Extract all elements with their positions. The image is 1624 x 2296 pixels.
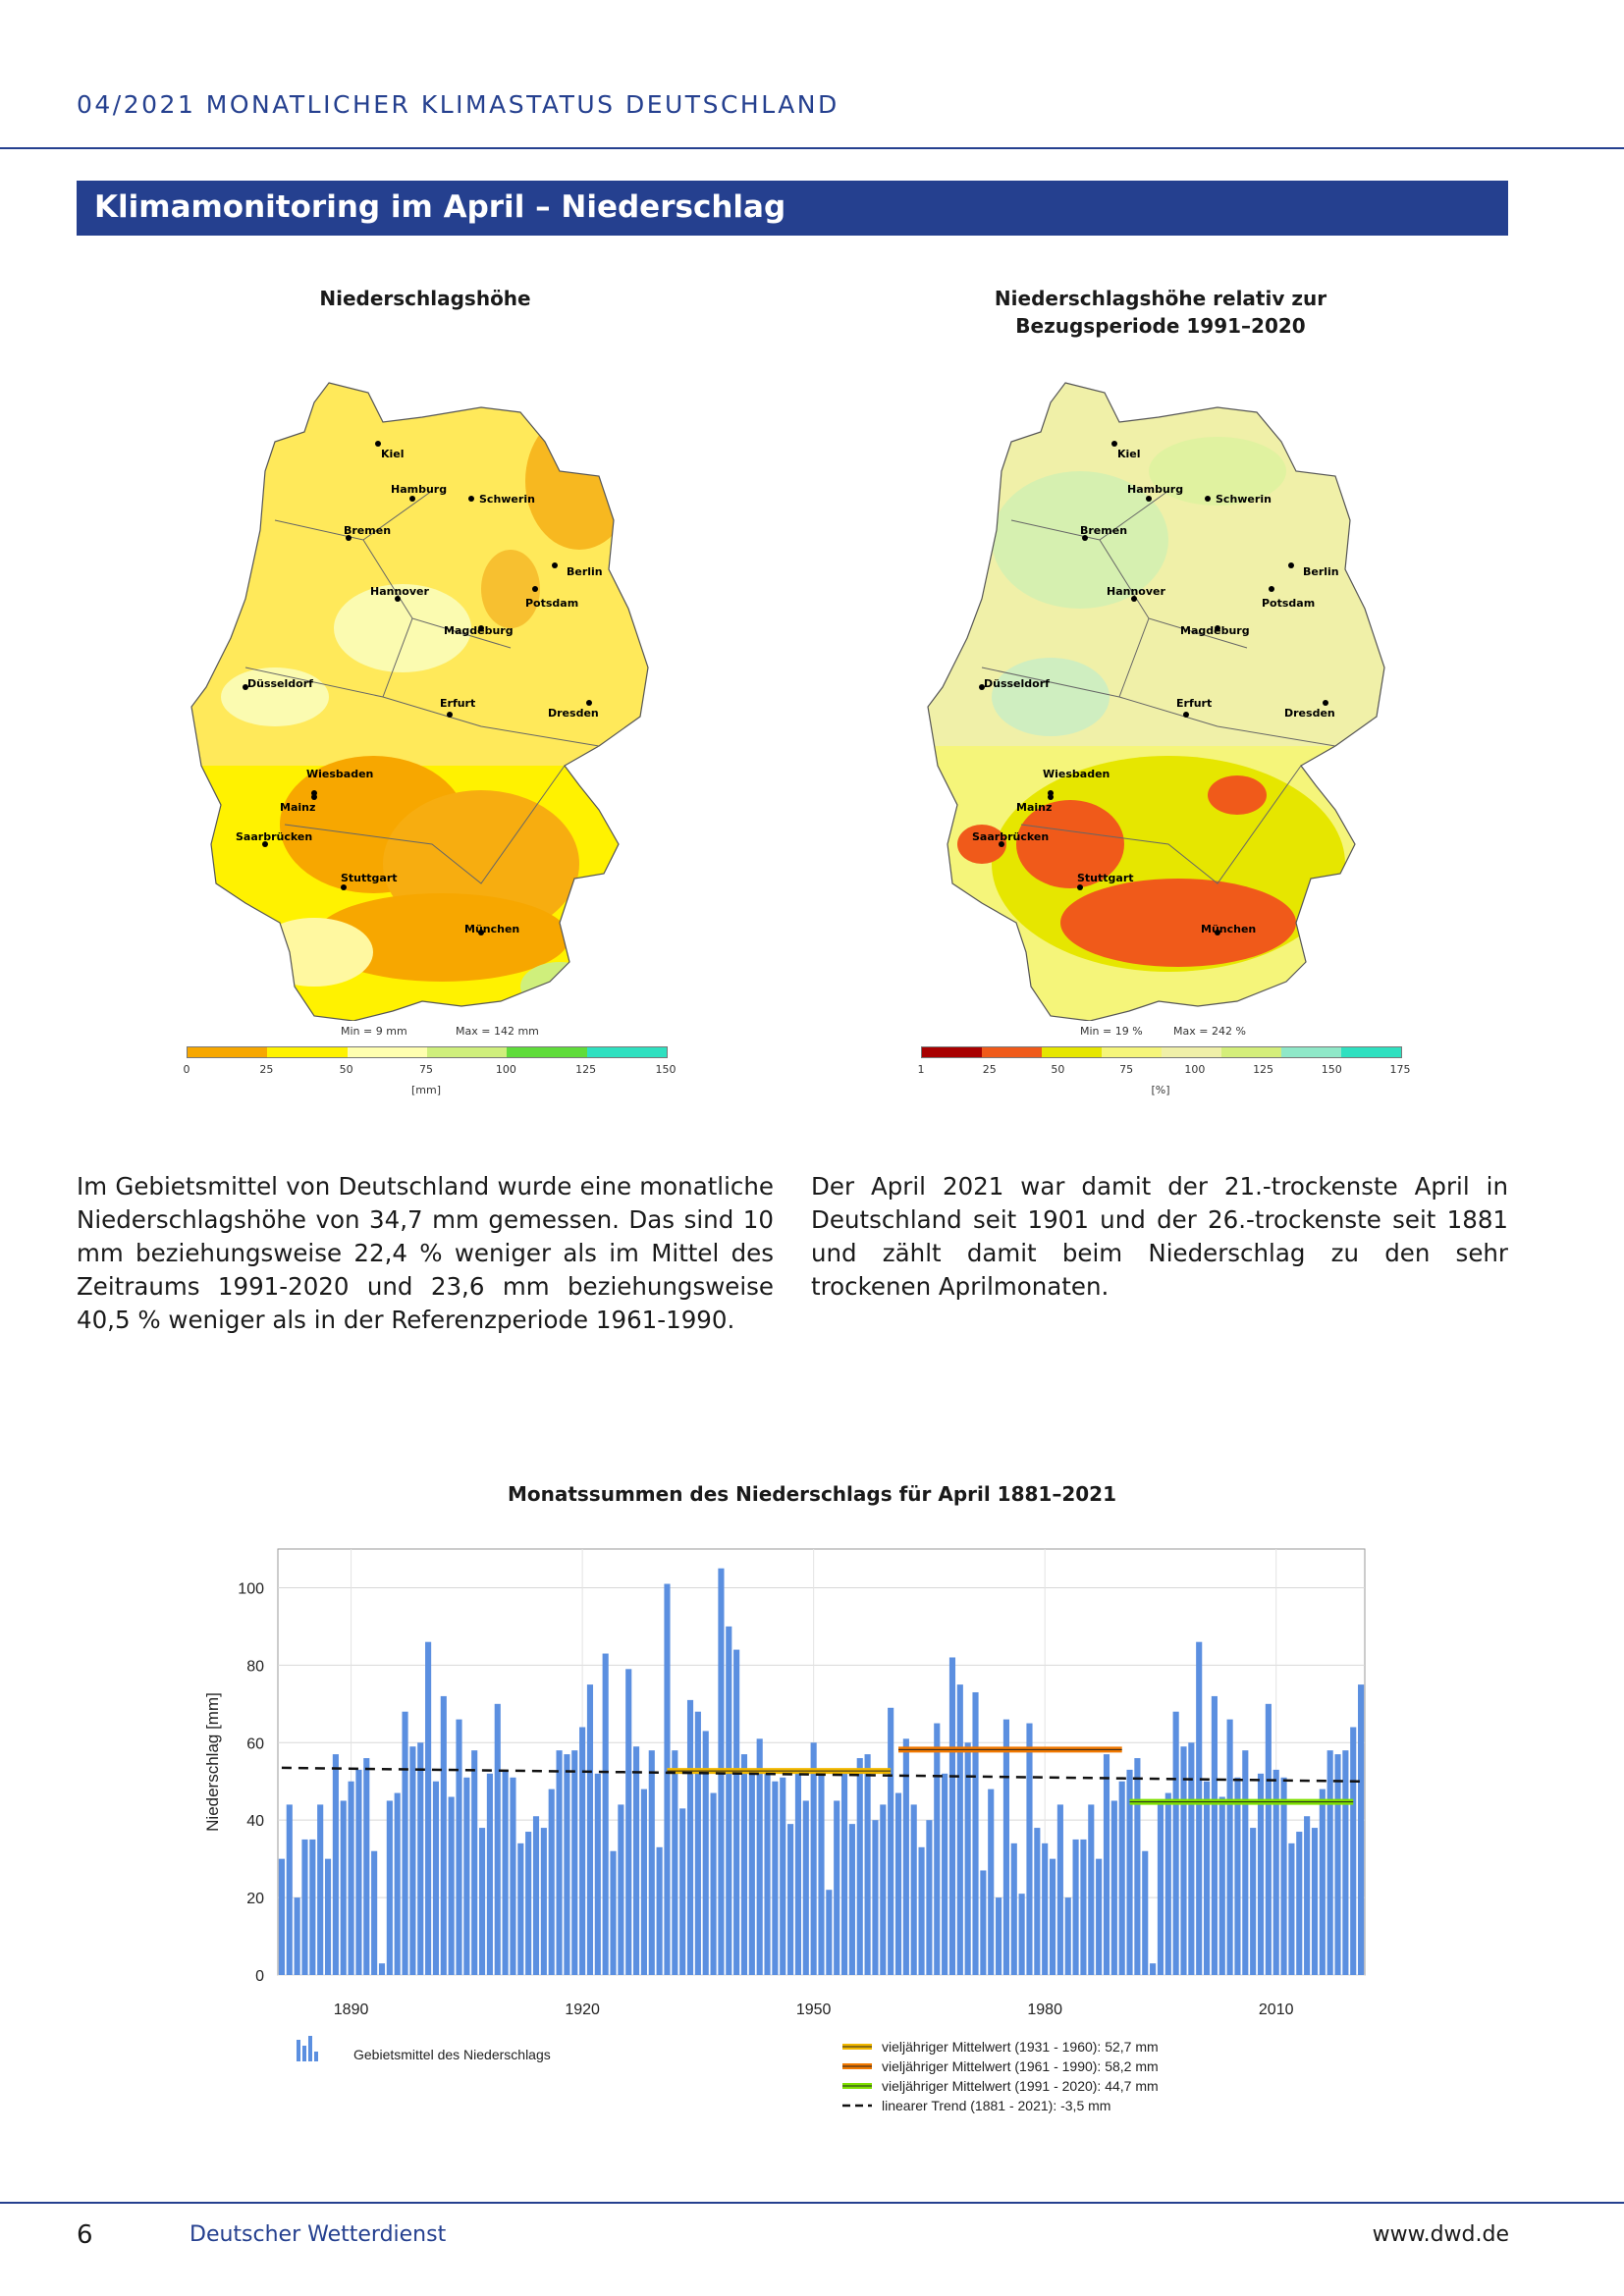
legend-tick-label: 50 xyxy=(1051,1063,1065,1076)
legend-entry-label: vieljähriger Mittelwert (1961 - 1990): 58,2 mm xyxy=(882,2058,1159,2074)
city-label: Wiesbaden xyxy=(306,768,374,780)
data-bar xyxy=(610,1851,616,1975)
city-label: Hamburg xyxy=(1127,483,1184,496)
city-label: Erfurt xyxy=(1176,697,1213,710)
legend-entry-label: vieljähriger Mittelwert (1931 - 1960): 52,7 mm xyxy=(882,2039,1159,2055)
body-paragraph-left: Im Gebietsmittel von Deutschland wurde eine monatliche Niederschlagshöhe von 34,7 mm gemessen. Das sind 10 mm beziehungsweise 22,4 % weniger als im Mittel des Zeitraums 1991-2020 und 23,6 mm beziehungsweise 40,5 % weniger als in der Referenzperiode 1961-1990. xyxy=(77,1172,774,1334)
left-map-title: Niederschlagshöhe xyxy=(319,287,531,310)
legend-tick-label: 25 xyxy=(982,1063,997,1076)
report-header-title: 04/2021 MONATLICHER KLIMASTATUS DEUTSCHLAND xyxy=(77,90,839,119)
data-bar xyxy=(579,1727,585,1975)
section-title: Klimamonitoring im April – Niederschlag xyxy=(94,189,786,225)
legend-tick-label: 100 xyxy=(495,1063,516,1076)
data-bar xyxy=(780,1778,785,1975)
legend-tick-label: 150 xyxy=(655,1063,677,1076)
x-tick-label: 1950 xyxy=(795,2002,832,2018)
data-bar xyxy=(618,1804,623,1975)
data-bar xyxy=(1019,1894,1025,1975)
legend-tick-label: 150 xyxy=(1321,1063,1342,1076)
data-bar xyxy=(664,1584,670,1975)
data-bar xyxy=(571,1750,577,1975)
data-bar xyxy=(409,1746,415,1975)
right-map-title-line1: Niederschlagshöhe relativ zur xyxy=(994,287,1327,310)
right-map-min: Min = 19 % xyxy=(1080,1025,1143,1038)
city-label: Dresden xyxy=(548,707,599,720)
legend-tick-label: 125 xyxy=(575,1063,597,1076)
data-bar xyxy=(980,1870,986,1975)
data-bar xyxy=(1050,1859,1056,1975)
data-bar xyxy=(1266,1704,1272,1975)
legend-bar-icon xyxy=(302,2046,306,2061)
data-bar xyxy=(301,1840,307,1975)
city-label: Saarbrücken xyxy=(236,830,313,843)
city-label: Schwerin xyxy=(479,493,535,506)
legend-tick-label: 175 xyxy=(1389,1063,1411,1076)
data-bar xyxy=(949,1657,955,1975)
data-bar xyxy=(441,1696,447,1975)
legend-entry-label: Gebietsmittel des Niederschlags xyxy=(353,2047,551,2062)
left-map-min: Min = 9 mm xyxy=(341,1025,407,1038)
data-bar xyxy=(1119,1782,1125,1975)
data-bar xyxy=(834,1800,839,1975)
footer-divider xyxy=(0,2202,1624,2204)
data-bar xyxy=(525,1832,531,1975)
data-bar xyxy=(1080,1840,1086,1975)
city-label: Hannover xyxy=(1107,585,1165,598)
data-bar xyxy=(1096,1859,1102,1975)
city-label: München xyxy=(464,923,520,935)
x-tick-label: 1920 xyxy=(565,2002,600,2018)
data-bar xyxy=(1312,1828,1318,1975)
city-label: Berlin xyxy=(567,565,603,578)
data-bar xyxy=(1281,1778,1287,1975)
city-label: Dresden xyxy=(1284,707,1335,720)
footer-website: www.dwd.de xyxy=(1372,2222,1509,2247)
data-bar xyxy=(957,1684,963,1975)
legend-bar-icon xyxy=(308,2036,312,2061)
data-bar xyxy=(1165,1793,1171,1975)
data-bar xyxy=(703,1731,709,1975)
data-bar xyxy=(510,1778,515,1975)
data-bar xyxy=(425,1642,431,1975)
legend-tick-label: 0 xyxy=(183,1063,190,1076)
data-bar xyxy=(1034,1828,1040,1975)
legend-tick-label: 100 xyxy=(1184,1063,1206,1076)
data-bar xyxy=(764,1774,770,1975)
data-bar xyxy=(1180,1746,1186,1975)
city-label: Saarbrücken xyxy=(972,830,1050,843)
city-label: Düsseldorf xyxy=(247,677,313,690)
data-bar xyxy=(641,1789,647,1975)
data-bar xyxy=(1111,1800,1117,1975)
data-bar xyxy=(972,1692,978,1975)
footer-organization: Deutscher Wetterdienst xyxy=(189,2222,447,2247)
city-label: Schwerin xyxy=(1216,493,1272,506)
y-tick-label: 20 xyxy=(246,1891,264,1908)
city-label: Berlin xyxy=(1303,565,1339,578)
data-bar xyxy=(564,1754,569,1975)
data-bar xyxy=(633,1746,639,1975)
data-bar xyxy=(541,1828,547,1975)
chart-title: Monatssummen des Niederschlags für April 1881–2021 xyxy=(507,1482,1117,1506)
data-bar xyxy=(395,1793,401,1975)
data-bar xyxy=(772,1782,778,1975)
city-label: Magdeburg xyxy=(444,624,514,637)
data-bar xyxy=(295,1897,300,1975)
city-label: Erfurt xyxy=(440,697,476,710)
data-bar xyxy=(1188,1742,1194,1975)
data-bar xyxy=(587,1684,593,1975)
data-bar xyxy=(479,1828,485,1975)
legend-unit-label: [mm] xyxy=(410,1084,442,1096)
y-tick-label: 0 xyxy=(255,1968,264,1985)
data-bar xyxy=(934,1724,940,1975)
data-bar xyxy=(1173,1712,1179,1975)
data-bar xyxy=(1057,1804,1063,1975)
data-bar xyxy=(818,1770,824,1975)
data-bar xyxy=(903,1738,909,1975)
data-bar xyxy=(926,1820,932,1975)
data-bar xyxy=(687,1700,693,1975)
data-bar xyxy=(880,1804,886,1975)
left-map-max: Max = 142 mm xyxy=(456,1025,539,1038)
data-bar xyxy=(672,1750,677,1975)
data-bar xyxy=(449,1797,455,1975)
data-bar xyxy=(1196,1642,1202,1975)
data-bar xyxy=(1134,1758,1140,1975)
legend-entry-label: linearer Trend (1881 - 2021): -3,5 mm xyxy=(882,2098,1111,2113)
y-tick-label: 60 xyxy=(246,1735,264,1753)
data-bar xyxy=(309,1840,315,1975)
data-bar xyxy=(433,1782,439,1975)
data-bar xyxy=(695,1712,701,1975)
x-tick-label: 1980 xyxy=(1027,2002,1062,2018)
data-bar xyxy=(1073,1840,1079,1975)
city-label: Kiel xyxy=(381,448,405,460)
data-bar xyxy=(1358,1684,1364,1975)
legend-unit-label: [%] xyxy=(1151,1084,1170,1096)
data-bar xyxy=(533,1816,539,1975)
body-paragraph-right: Der April 2021 war damit der 21.-trockenste April in Deutschland seit 1901 und der 26.-trockenste seit 1881 und zählt damit beim Niederschlag zu den sehr trockenen Aprilmonaten. xyxy=(811,1172,1508,1301)
data-bar xyxy=(841,1774,847,1975)
city-label: Magdeburg xyxy=(1180,624,1250,637)
data-bar xyxy=(387,1800,393,1975)
data-bar xyxy=(1042,1843,1048,1975)
data-bar xyxy=(517,1843,523,1975)
data-bar xyxy=(1065,1897,1071,1975)
legend-tick-label: 75 xyxy=(1119,1063,1134,1076)
data-bar xyxy=(1158,1800,1164,1975)
city-label: Potsdam xyxy=(1262,597,1316,610)
data-bar xyxy=(333,1754,339,1975)
legend-entry-label: vieljähriger Mittelwert (1991 - 2020): 44,7 mm xyxy=(882,2078,1159,2094)
data-bar xyxy=(1242,1750,1248,1975)
data-bar xyxy=(811,1742,817,1975)
data-bar xyxy=(726,1627,731,1975)
right-map-max: Max = 242 % xyxy=(1173,1025,1246,1038)
data-bar xyxy=(679,1808,685,1975)
x-tick-label: 1890 xyxy=(333,2002,369,2018)
data-bar xyxy=(1142,1851,1148,1975)
data-bar xyxy=(865,1754,871,1975)
legend-tick-label: 1 xyxy=(917,1063,925,1076)
legend-tick-label: 75 xyxy=(419,1063,433,1076)
data-bar xyxy=(1250,1828,1256,1975)
data-bar xyxy=(741,1754,747,1975)
y-tick-label: 100 xyxy=(238,1580,264,1598)
data-bar xyxy=(379,1963,385,1975)
data-bar xyxy=(988,1789,994,1975)
data-bar xyxy=(1327,1750,1333,1975)
data-bar xyxy=(849,1824,855,1975)
city-label: Hamburg xyxy=(391,483,448,496)
data-bar xyxy=(349,1782,354,1975)
city-label: München xyxy=(1201,923,1257,935)
data-bar xyxy=(279,1859,285,1975)
city-label: Stuttgart xyxy=(1077,872,1134,884)
data-bar xyxy=(355,1770,361,1975)
legend-tick-label: 125 xyxy=(1253,1063,1274,1076)
data-bar xyxy=(1320,1789,1326,1975)
data-bar xyxy=(826,1890,832,1975)
y-tick-label: 40 xyxy=(246,1813,264,1831)
data-bar xyxy=(1003,1720,1009,1975)
data-bar xyxy=(402,1712,407,1975)
data-bar xyxy=(1088,1804,1094,1975)
data-bar xyxy=(557,1750,563,1975)
data-bar xyxy=(341,1800,347,1975)
data-bar xyxy=(363,1758,369,1975)
data-bar xyxy=(1334,1754,1340,1975)
data-bar xyxy=(996,1897,1001,1975)
data-bar xyxy=(287,1804,293,1975)
data-bar xyxy=(487,1774,493,1975)
data-bar xyxy=(371,1851,377,1975)
data-bar xyxy=(1011,1843,1017,1975)
data-bar xyxy=(625,1669,631,1975)
data-bar xyxy=(942,1774,947,1975)
city-label: Mainz xyxy=(1016,801,1053,814)
city-label: Mainz xyxy=(280,801,316,814)
x-tick-label: 2010 xyxy=(1258,2002,1294,2018)
city-label: Potsdam xyxy=(525,597,579,610)
data-bar xyxy=(456,1720,461,1975)
city-label: Stuttgart xyxy=(341,872,398,884)
data-bar xyxy=(325,1859,331,1975)
data-bar xyxy=(1350,1727,1356,1975)
y-axis-label: Niederschlag [mm] xyxy=(203,1692,222,1832)
city-label: Bremen xyxy=(344,524,392,537)
legend-bar-icon xyxy=(314,2052,318,2061)
data-bar xyxy=(795,1770,801,1975)
data-bar xyxy=(1150,1963,1156,1975)
legend-bar-icon xyxy=(297,2040,300,2061)
data-bar xyxy=(1234,1778,1240,1975)
legend-tick-label: 25 xyxy=(259,1063,274,1076)
data-bar xyxy=(1026,1724,1032,1975)
city-label: Hannover xyxy=(370,585,429,598)
data-bar xyxy=(1212,1696,1218,1975)
page-number: 6 xyxy=(77,2220,93,2250)
data-bar xyxy=(595,1774,601,1975)
city-label: Wiesbaden xyxy=(1043,768,1110,780)
data-bar xyxy=(471,1750,477,1975)
data-bar xyxy=(803,1800,809,1975)
data-bar xyxy=(857,1758,863,1975)
city-label: Düsseldorf xyxy=(984,677,1050,690)
city-label: Kiel xyxy=(1117,448,1141,460)
data-bar xyxy=(1219,1797,1225,1975)
data-bar xyxy=(711,1793,717,1975)
data-bar xyxy=(895,1793,901,1975)
data-bar xyxy=(919,1847,925,1975)
data-bar xyxy=(317,1804,323,1975)
data-bar xyxy=(549,1789,555,1975)
data-bar xyxy=(1288,1843,1294,1975)
data-bar xyxy=(733,1650,739,1975)
data-bar xyxy=(463,1778,469,1975)
data-bar xyxy=(1227,1720,1233,1975)
data-bar xyxy=(657,1847,663,1975)
data-bar xyxy=(1304,1816,1310,1975)
data-bar xyxy=(1204,1782,1210,1975)
data-bar xyxy=(749,1774,755,1975)
data-bar xyxy=(495,1704,501,1975)
data-bar xyxy=(503,1770,509,1975)
data-bar xyxy=(1104,1754,1110,1975)
data-bar xyxy=(872,1820,878,1975)
data-bar xyxy=(888,1708,893,1975)
right-map-title-line2: Bezugsperiode 1991–2020 xyxy=(1015,314,1306,338)
data-bar xyxy=(649,1750,655,1975)
data-bar xyxy=(1296,1832,1302,1975)
data-bar xyxy=(787,1824,793,1975)
data-bar xyxy=(1342,1750,1348,1975)
data-bar xyxy=(911,1804,917,1975)
data-bar xyxy=(603,1654,609,1975)
city-label: Bremen xyxy=(1080,524,1128,537)
y-tick-label: 80 xyxy=(246,1658,264,1676)
data-bar xyxy=(417,1742,423,1975)
legend-tick-label: 50 xyxy=(339,1063,353,1076)
